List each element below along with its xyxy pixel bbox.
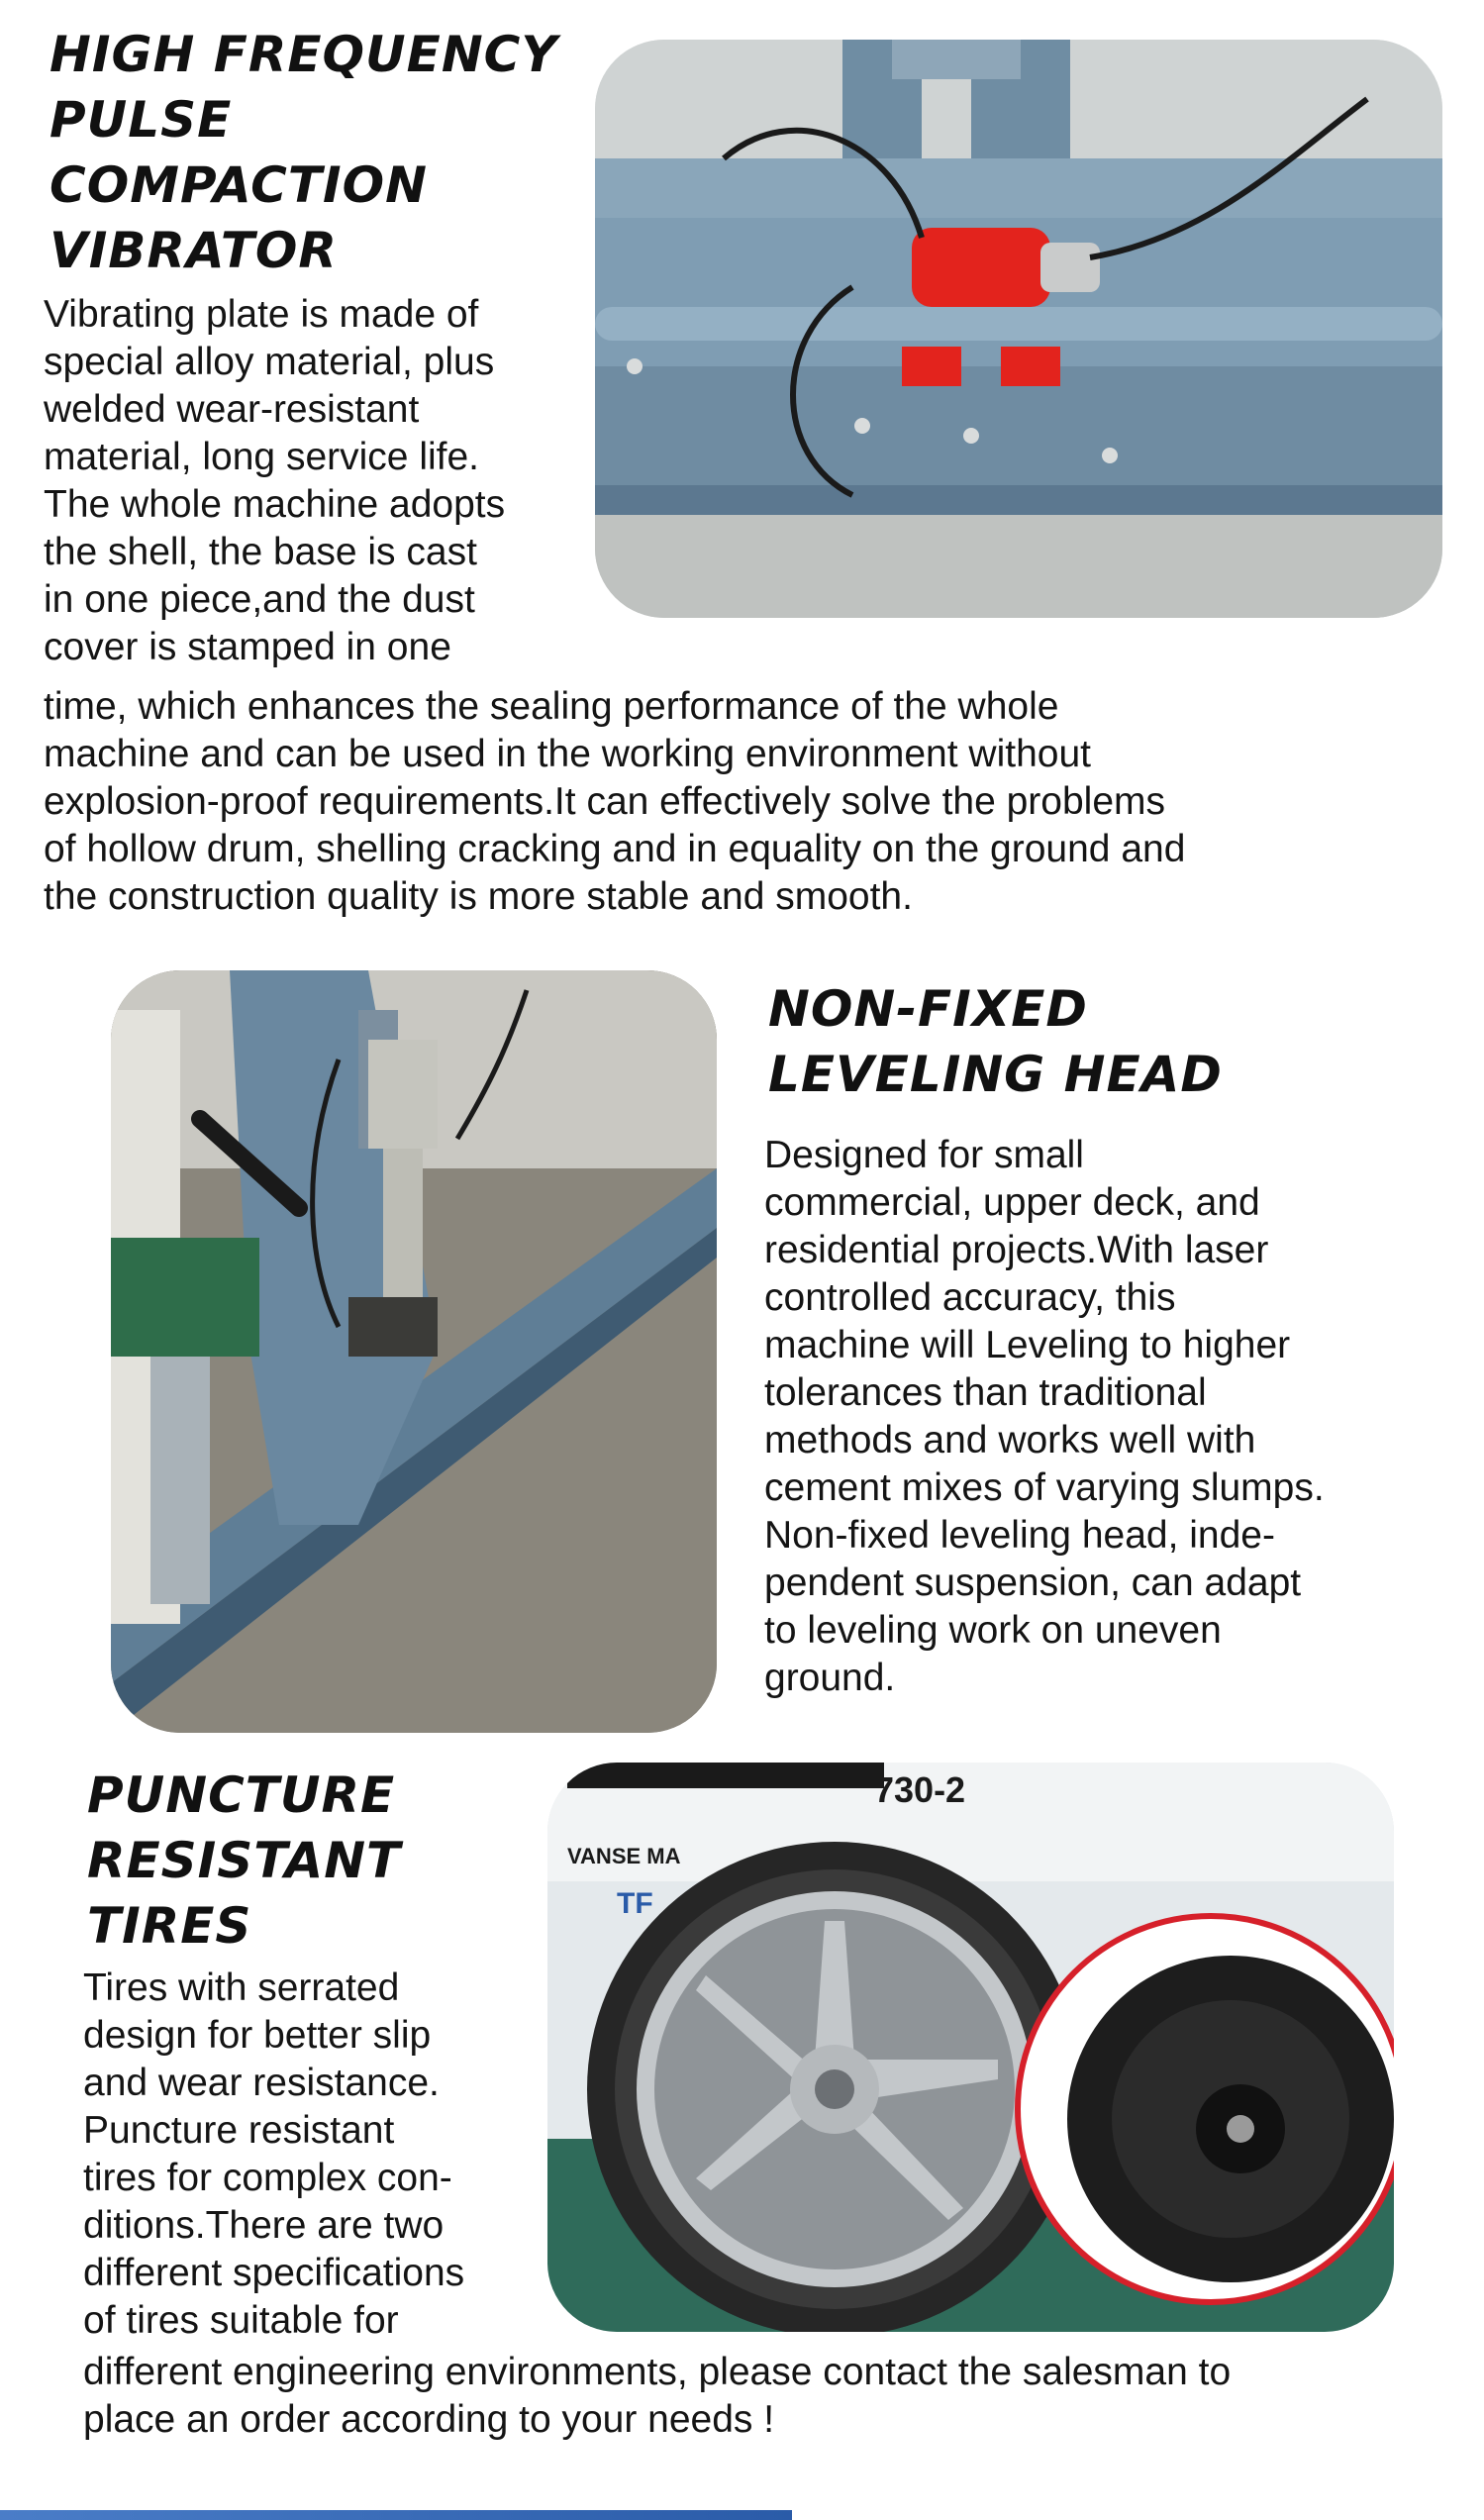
heading-line: PUNCTURE xyxy=(87,1766,396,1824)
brand-label: VANSE MA xyxy=(567,1844,681,1868)
text-line: material, long service life. xyxy=(44,436,480,478)
heading-line: HIGH FREQUENCY xyxy=(49,26,558,83)
text-line: special alloy material, plus xyxy=(44,341,495,383)
heading-line: VIBRATOR xyxy=(49,222,338,279)
text-line: the shell, the base is cast xyxy=(44,531,477,573)
heading-line: LEVELING HEAD xyxy=(768,1046,1223,1103)
text-line: time, which enhances the sealing performance of the whole xyxy=(44,685,1059,728)
text-line: ground. xyxy=(764,1657,896,1699)
text-line: the construction quality is more stable and smooth. xyxy=(44,875,913,918)
text-line: tires for complex con- xyxy=(83,2157,452,2199)
tires-heading xyxy=(87,1763,401,1959)
text-line: Tires with serrated xyxy=(83,1966,400,2009)
text-line: of tires suitable for xyxy=(83,2299,399,2342)
tires-photo xyxy=(547,1763,1394,2332)
text-line: tolerances than traditional xyxy=(764,1371,1207,1414)
leveling-head-photo xyxy=(111,970,717,1733)
vibrator-description xyxy=(44,291,505,671)
model-label: 730-2 xyxy=(874,1769,966,1810)
text-line: welded wear-resistant xyxy=(44,388,420,431)
text-line: ditions.There are two xyxy=(83,2204,445,2247)
text-line: The whole machine adopts xyxy=(44,483,506,526)
text-line: commercial, upper deck, and xyxy=(764,1181,1260,1224)
text-line: different specifications xyxy=(83,2252,465,2294)
text-line: machine and can be used in the working environment without xyxy=(44,733,1091,775)
vibrator-heading xyxy=(49,22,558,283)
vibrator-photo xyxy=(595,40,1442,618)
text-line: of hollow drum, shelling cracking and in equality on the ground and xyxy=(44,828,1186,870)
leveling-head-heading xyxy=(768,976,1223,1107)
tires-illustration xyxy=(547,1763,1394,2332)
text-line: to leveling work on uneven xyxy=(764,1609,1222,1652)
text-line: cover is stamped in one xyxy=(44,626,451,668)
text-line: residential projects.With laser xyxy=(764,1229,1269,1271)
partial-label: TF xyxy=(617,1887,653,1920)
heading-line: NON-FIXED xyxy=(768,980,1088,1038)
tires-description xyxy=(83,1965,464,2345)
text-line: controlled accuracy, this xyxy=(764,1276,1176,1319)
heading-line: TIRES xyxy=(87,1897,252,1955)
leveling-head-description xyxy=(764,1132,1325,1702)
heading-line: PULSE xyxy=(49,91,233,149)
text-line: cement mixes of varying slumps. xyxy=(764,1466,1325,1509)
text-line: Non-fixed leveling head, inde- xyxy=(764,1514,1275,1557)
vibrator-illustration xyxy=(595,40,1442,618)
text-line: different engineering environments, please contact the salesman to xyxy=(83,2351,1232,2393)
text-line: in one piece,and the dust xyxy=(44,578,475,621)
text-line: Designed for small xyxy=(764,1134,1084,1176)
text-line: machine will Leveling to higher xyxy=(764,1324,1291,1366)
text-line: place an order according to your needs ! xyxy=(83,2398,775,2441)
text-line: explosion-proof requirements.It can effectively solve the problems xyxy=(44,780,1166,823)
leveling-head-illustration xyxy=(111,970,717,1733)
heading-line: RESISTANT xyxy=(87,1832,402,1889)
heading-line: COMPACTION xyxy=(49,156,428,214)
text-line: design for better slip xyxy=(83,2014,432,2057)
text-line: Vibrating plate is made of xyxy=(44,293,479,336)
vibrator-description-continued xyxy=(44,683,1185,921)
text-line: pendent suspension, can adapt xyxy=(764,1562,1302,1604)
text-line: Puncture resistant xyxy=(83,2109,395,2152)
bottom-accent-bar xyxy=(0,2510,792,2520)
text-line: and wear resistance. xyxy=(83,2062,440,2104)
tires-description-continued xyxy=(83,2349,1231,2444)
text-line: methods and works well with xyxy=(764,1419,1256,1462)
